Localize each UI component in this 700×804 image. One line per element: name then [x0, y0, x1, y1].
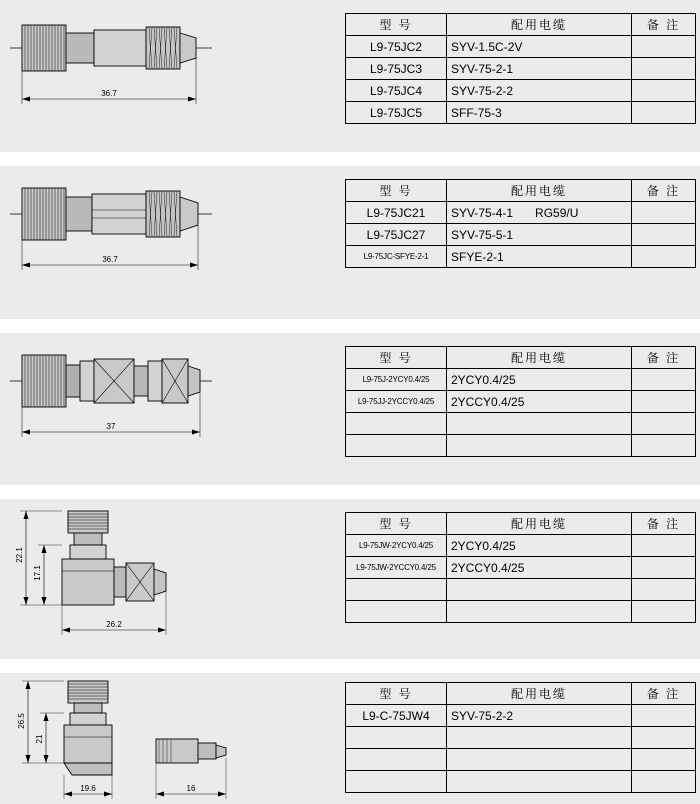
cell-note: [632, 36, 696, 58]
table-row: [346, 246, 696, 268]
cell-cable: SFYE-2-1: [447, 246, 632, 268]
cell-note: [632, 557, 696, 579]
table-row: [346, 601, 696, 623]
header-model: 型 号: [346, 683, 447, 705]
spec-table-2: [345, 179, 696, 268]
cell-model: L9-75J-2YCY0.4/25: [346, 369, 447, 391]
cell-cable: [447, 771, 632, 793]
cell-model: L9-75JC-SFYE-2-1: [346, 246, 447, 268]
cell-cable: SYV-75-2-2: [447, 705, 632, 727]
spec-table-5: [345, 682, 696, 793]
table-row: [346, 435, 696, 457]
table-row: [346, 369, 696, 391]
section-1: [0, 0, 700, 152]
cable-primary: SYV-75-4-1: [451, 205, 514, 220]
table-row: [346, 413, 696, 435]
table-row: [346, 579, 696, 601]
cell-model: L9-75JC27: [346, 224, 447, 246]
header-cable: 配用电缆: [447, 347, 632, 369]
table-row: [346, 36, 696, 58]
cell-note: [632, 771, 696, 793]
cell-model: L9-75JW-2YCCY0.4/25: [346, 557, 447, 579]
cable-secondary: RG59/U: [535, 205, 579, 220]
table-row: [346, 202, 696, 224]
cell-model: L9-75JC21: [346, 202, 447, 224]
drawing-5: [0, 673, 330, 804]
dimension-label: 36.7: [101, 89, 117, 98]
cell-model: [346, 727, 447, 749]
cell-cable: SYV-1.5C-2V: [447, 36, 632, 58]
cell-model: L9-C-75JW4: [346, 705, 447, 727]
cell-model: L9-75JC5: [346, 102, 447, 124]
header-model: 型 号: [346, 180, 447, 202]
table-header-row: [346, 14, 696, 36]
header-model: 型 号: [346, 347, 447, 369]
cell-cable: [447, 435, 632, 457]
drawing-1: [0, 0, 330, 152]
cell-note: [632, 80, 696, 102]
cell-note: [632, 102, 696, 124]
header-cable: 配用电缆: [447, 513, 632, 535]
dimension-label: 22.1: [15, 547, 24, 563]
section-4: [0, 499, 700, 659]
table-row: [346, 535, 696, 557]
table-header-row: [346, 513, 696, 535]
header-model: 型 号: [346, 513, 447, 535]
cell-cable: [447, 749, 632, 771]
section-divider: [0, 485, 700, 499]
cell-note: [632, 435, 696, 457]
header-note: 备 注: [632, 14, 696, 36]
header-cable: 配用电缆: [447, 683, 632, 705]
dimension-label: 37: [106, 422, 116, 431]
cell-note: [632, 727, 696, 749]
cell-cable: 2YCCY0.4/25: [447, 557, 632, 579]
cell-cable: 2YCCY0.4/25: [447, 391, 632, 413]
table-row: [346, 705, 696, 727]
section-2: [0, 166, 700, 319]
cell-model: L9-75JC3: [346, 58, 447, 80]
drawing-4: [0, 499, 330, 659]
table-header-row: [346, 347, 696, 369]
header-note: 备 注: [632, 513, 696, 535]
table-header-row: [346, 180, 696, 202]
header-note: 备 注: [632, 683, 696, 705]
cell-cable: SYV-75-5-1: [447, 224, 632, 246]
section-divider: [0, 152, 700, 166]
section-3: [0, 333, 700, 485]
cell-model: L9-75JJ-2YCCY0.4/25: [346, 391, 447, 413]
cell-cable: [447, 579, 632, 601]
section-divider: [0, 659, 700, 673]
cell-note: [632, 579, 696, 601]
cell-note: [632, 749, 696, 771]
table-row: [346, 391, 696, 413]
section-5: [0, 673, 700, 804]
table-row: [346, 727, 696, 749]
cell-model: [346, 749, 447, 771]
cell-note: [632, 224, 696, 246]
cell-model: [346, 601, 447, 623]
table-row: [346, 224, 696, 246]
cell-note: [632, 58, 696, 80]
cell-note: [632, 413, 696, 435]
cell-note: [632, 705, 696, 727]
cell-model: L9-75JC4: [346, 80, 447, 102]
cell-note: [632, 391, 696, 413]
table-header-row: [346, 683, 696, 705]
table-row: [346, 557, 696, 579]
drawing-2: [0, 166, 330, 319]
dimension-label: 36.7: [102, 255, 118, 264]
header-cable: 配用电缆: [447, 180, 632, 202]
dimension-label: 26.5: [17, 713, 26, 729]
spec-table-1: [345, 13, 696, 124]
cell-cable: 2YCY0.4/25: [447, 369, 632, 391]
section-divider: [0, 319, 700, 333]
table-row: [346, 80, 696, 102]
dimension-label: 19.6: [80, 784, 96, 793]
cell-cable: [447, 202, 632, 224]
header-cable: 配用电缆: [447, 14, 632, 36]
cell-model: [346, 771, 447, 793]
header-note: 备 注: [632, 180, 696, 202]
cell-cable: SYV-75-2-1: [447, 58, 632, 80]
cell-cable: SFF-75-3: [447, 102, 632, 124]
table-row: [346, 749, 696, 771]
cell-cable: SYV-75-2-2: [447, 80, 632, 102]
cell-cable: 2YCY0.4/25: [447, 535, 632, 557]
header-note: 备 注: [632, 347, 696, 369]
cell-note: [632, 601, 696, 623]
dimension-label: 16: [186, 784, 196, 793]
cell-cable: [447, 727, 632, 749]
cell-model: L9-75JC2: [346, 36, 447, 58]
cell-cable: [447, 601, 632, 623]
cell-model: L9-75JW-2YCY0.4/25: [346, 535, 447, 557]
spec-table-4: [345, 512, 696, 623]
table-row: [346, 58, 696, 80]
cell-model: [346, 413, 447, 435]
table-row: [346, 102, 696, 124]
cell-note: [632, 535, 696, 557]
dimension-label: 26.2: [106, 620, 122, 629]
spec-table-3: [345, 346, 696, 457]
header-model: 型 号: [346, 14, 447, 36]
cell-model: [346, 579, 447, 601]
drawing-3: [0, 333, 330, 485]
cell-model: [346, 435, 447, 457]
cell-cable: [447, 413, 632, 435]
dimension-label: 21: [35, 734, 44, 744]
table-row: [346, 771, 696, 793]
cell-note: [632, 369, 696, 391]
cell-note: [632, 246, 696, 268]
dimension-label: 17.1: [33, 565, 42, 581]
cell-note: [632, 202, 696, 224]
